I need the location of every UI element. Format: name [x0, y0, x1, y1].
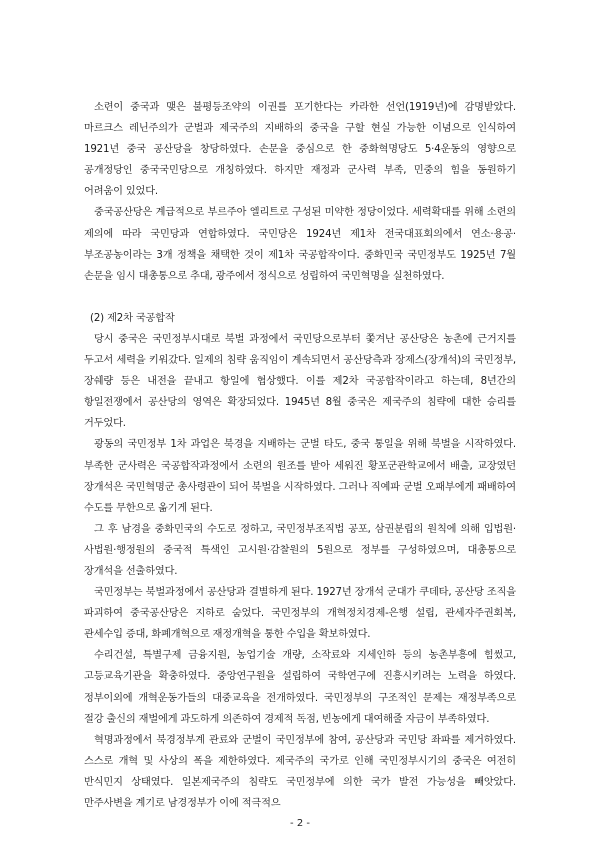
- section-heading: (2) 제2차 국공합작: [90, 312, 175, 324]
- paragraph: 중국공산당은 계급적으로 부르주아 엘리트로 구성된 미약한 정당이었다. 세력확대를 위해 소련의 제의에 따라 국민당과 연합하였다. 국민당은 1924년 제1차 전국대표회의에서 연소·용공·부조공농이라는 3개 정책을 채택한 것이 제1차 국공합작이다. 중화민국 국민정부도 1925년 7월 손문을 임시 대총통으로 추대, 광주에서 정식으로 성립하여 국민혁명을 실천하였다.: [84, 207, 516, 282]
- paragraph: 국민정부는 북벌과정에서 공산당과 결별하게 된다. 1927년 장개석 군대가 쿠데타, 공산당 조직을 파괴하여 중국공산당은 지하로 숨었다. 국민정부의 개혁정치경제-은행 설립, 관세자주권회복, 관세수입 증대, 화폐개혁으로 재정개혁을 통한 수입을 확보하였다.: [84, 587, 516, 641]
- paragraph: 수리건설, 특별구제 금융지원, 농업기술 개량, 소작료와 지세인하 등의 농촌부흥에 힘썼고, 고등교육기관을 확충하였다. 중앙연구원을 설립하여 국학연구에 진흥시키려는 노력을 하였다. 정부이외에 개혁운동가들의 대중교육을 전개하였다. 국민정부의 구조적인 문제는 재정부족으로 절강 출신의 재벌에게 과도하게 의존하여 경제적 독점, 빈농에게 대여해줄 자금이 부족하였다.: [84, 650, 516, 725]
- paragraph: 광동의 국민정부 1차 과업은 북경을 지배하는 군벌 타도, 중국 통일을 위해 북벌을 시작하였다. 부족한 군사력은 국공합작과정에서 소련의 원조를 받아 세워진 황포군관학교에서 배출, 교장였던 장개석은 국민혁명군 총사령관이 되어 북벌을 시작하였다. 그러나 직예파 군벌 오패부에게 패배하여 수도를 무한으로 옮기게 된다.: [84, 439, 516, 514]
- paragraph: 소련이 중국과 맺은 불평등조약의 이권를 포기한다는 카라한 선언(1919년)에 감명받았다. 마르크스 레닌주의가 군벌과 제국주의 지배하의 중국을 구할 현실 가능한 이념으로 인식하여 1921년 중국 공산당을 창당하였다. 손문을 중심으로 한 중화혁명당도 5·4운동의 영향으로 공개정당인 중국국민당으로 개칭하였다. 하지만 재정과 군사력 부족, 민중의 힘을 동원하기 어려움이 있었다.: [84, 102, 516, 198]
- page-number: - 2 -: [290, 818, 310, 829]
- paragraph: 당시 중국은 국민정부시대로 북벌 과정에서 국민당으로부터 쫓겨난 공산당은 농촌에 근거지를 두고서 세력을 키워갔다. 일제의 침략 움직임이 계속되면서 공산당측과 장제스(장개석)의 국민정부, 장쉐량 등은 내전을 끝내고 항일에 협상했다. 이를 제2차 국공합작이라고 하는데, 8년간의 항일전쟁에서 공산당의 영역은 확장되었다. 1945년 8월 중국은 제국주의 침략에 대한 승리를 거두었다.: [84, 333, 516, 430]
- body-text: [84, 97, 516, 814]
- paragraph: 그 후 남경을 중화민국의 수도로 정하고, 국민정부조직법 공포, 삼권분립의 원칙에 의해 입법원·사법원·행정원의 중국적 특색인 고시원·감찰원의 5원으로 정부를 구성하였으며, 대총통으로 장개석을 선출하였다.: [84, 523, 516, 577]
- paragraph: 혁명과정에서 북경정부계 관료와 군벌이 국민정부에 참여, 공산당과 국민당 좌파를 제거하였다. 스스로 개혁 및 사상의 폭을 제한하였다. 제국주의 국가로 인해 국민정부시기의 중국은 여전히 반식민지 상태였다. 일본제국주의 침략도 국민정부에 의한 국가 발전 가능성을 빼앗았다. 만주사변을 계기로 남경정부가 이에 적극적으: [84, 734, 516, 809]
